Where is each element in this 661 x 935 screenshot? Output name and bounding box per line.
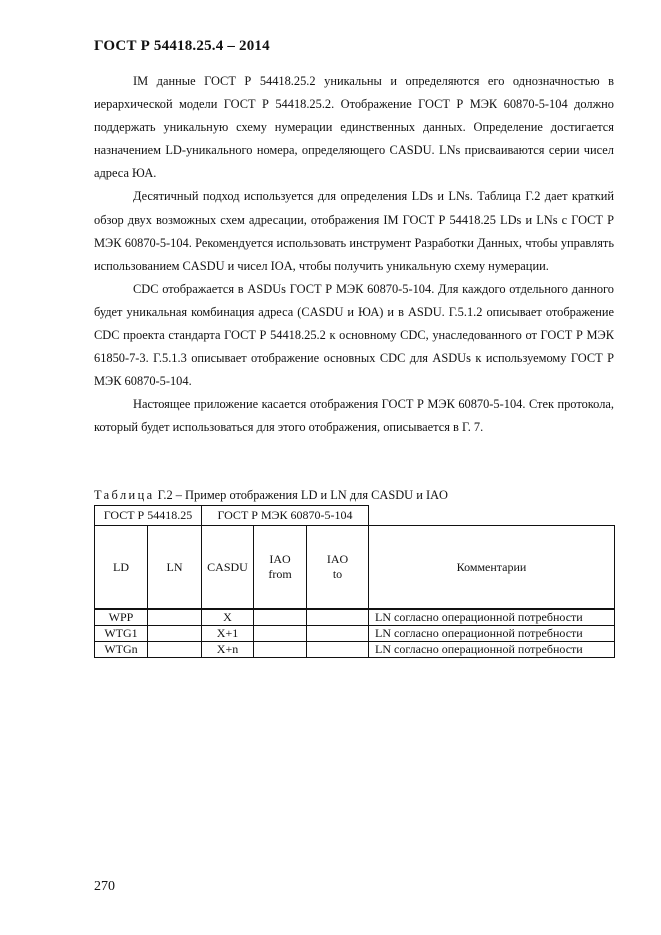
table-group-header (95, 506, 615, 526)
mapping-table (94, 505, 615, 658)
body-text (94, 70, 614, 440)
group-header-blank (369, 506, 615, 526)
group-header-left: ГОСТ Р 54418.25 (95, 506, 202, 526)
cell-iao-from (254, 626, 307, 642)
column-header-ln: LN (148, 526, 202, 610)
cell-casdu: X+n (202, 642, 254, 658)
cell-ld: WPP (95, 609, 148, 626)
table-row (95, 642, 615, 658)
table-row (95, 609, 615, 626)
table-caption-text: Г.2 – Пример отображения LD и LN для CASDU и IAO (154, 488, 448, 502)
cell-iao-from (254, 609, 307, 626)
table-caption (94, 488, 448, 503)
cell-iao-to (307, 609, 369, 626)
table-caption-label: Таблица (94, 488, 155, 502)
iao-from-line2: from (268, 567, 292, 581)
cell-casdu: X+1 (202, 626, 254, 642)
paragraph: Десятичный подход используется для определения LDs и LNs. Таблица Г.2 дает краткий обзор двух возможных схем адресации, отображения IM ГОСТ Р 54418.25 LDs и LNs с ГОСТ Р МЭК 60870-5-104. Рекомендуется использовать инструмент Разработки Данных, чтобы управлять использованием CASDU и чисел IOA, чтобы получить уникальную схему нумерации. (94, 189, 614, 273)
column-header-comment: Комментарии (369, 526, 615, 610)
page-header: ГОСТ Р 54418.25.4 – 2014 (94, 38, 270, 54)
paragraph: CDC отображается в ASDUs ГОСТ Р МЭК 60870-5-104. Для каждого отдельного данного будет уникальная комбинация адреса (CASDU и ЮА) и в ASDU. Г.5.1.2 описывает отображение CDC проекта стандарта ГОСТ Р 54418.25.2 к основному CDC, унаследованного от ГОСТ Р МЭК 61850-7-3. Г.5.1.3 описывает отображение основных CDC для ASDUs к используемому ГОСТ Р МЭК 60870-5-104. (94, 281, 614, 389)
iao-to-line2: to (332, 567, 343, 581)
cell-casdu: X (202, 609, 254, 626)
table-row (95, 626, 615, 642)
cell-ld: WTGn (95, 642, 148, 658)
column-header-ld: LD (95, 526, 148, 610)
cell-iao-to (307, 626, 369, 642)
cell-comment: LN согласно операционной потребности (369, 609, 615, 626)
iao-from-line1: IAO (269, 552, 291, 566)
page-number: 270 (94, 879, 115, 894)
column-header-casdu: CASDU (202, 526, 254, 610)
cell-iao-to (307, 642, 369, 658)
cell-ln (148, 642, 202, 658)
iao-to-line1: IAO (326, 552, 349, 566)
cell-ld: WTG1 (95, 626, 148, 642)
cell-comment: LN согласно операционной потребности (369, 626, 615, 642)
cell-ln (148, 609, 202, 626)
cell-iao-from (254, 642, 307, 658)
cell-ln (148, 626, 202, 642)
table-column-header (95, 526, 615, 610)
group-header-right: ГОСТ Р МЭК 60870-5-104 (202, 506, 369, 526)
paragraph: IM данные ГОСТ Р 54418.25.2 уникальны и определяются его однозначностью в иерархической модели ГОСТ Р 54418.25.2. Отображение ГОСТ Р МЭК 60870-5-104 должно поддержать уникальную схему нумерации единственных данных. Определение достигается назначением LD-уникального номера, определяющего CASDU. LNs присваиваются серии чисел адреса ЮА. (94, 74, 614, 181)
paragraph: Настоящее приложение касается отображения ГОСТ Р МЭК 60870-5-104. Стек протокола, который будет использоваться для этого отображения, описывается в Г. 7. (94, 397, 614, 435)
column-header-iao-to (307, 526, 369, 610)
cell-comment: LN согласно операционной потребности (369, 642, 615, 658)
column-header-iao-from (254, 526, 307, 610)
